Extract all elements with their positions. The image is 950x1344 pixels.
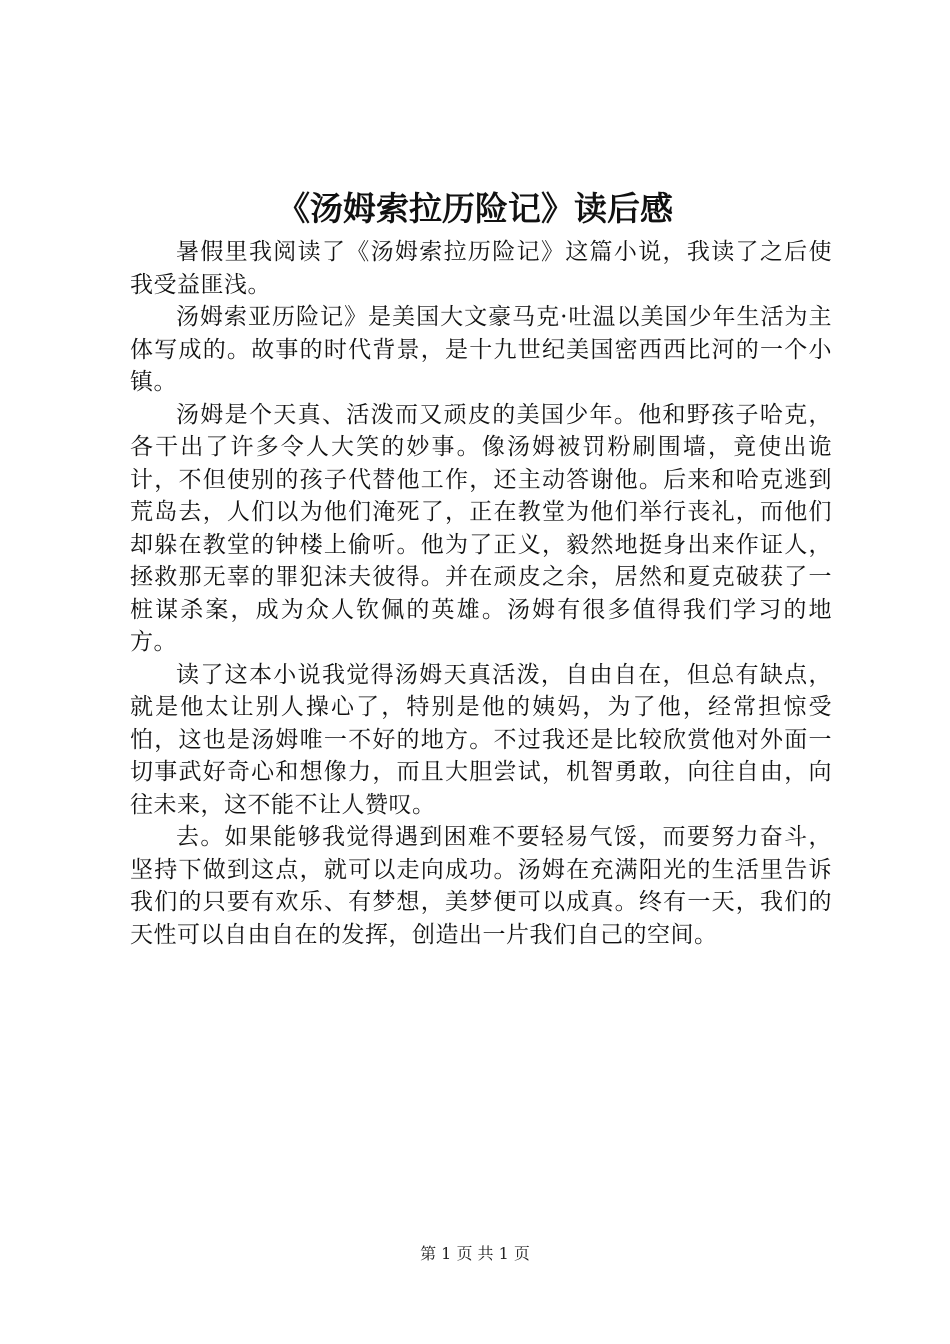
- paragraph-5: 去。如果能够我觉得遇到困难不要轻易气馁，而要努力奋斗，坚持下做到这点，就可以走向成功。汤姆在充满阳光的生活里告诉我们的只要有欢乐、有梦想，美梦便可以成真。终有一天，我们的天性可以自由自在的发挥，创造出一片我们自己的空间。: [130, 824, 832, 948]
- document-body: [130, 236, 832, 951]
- paragraph-1: 暑假里我阅读了《汤姆索拉历险记》这篇小说，我读了之后使我受益匪浅。: [130, 239, 832, 298]
- paragraph-4: 读了这本小说我觉得汤姆天真活泼，自由自在，但总有缺点，就是他太让别人操心了，特别是他的姨妈，为了他，经常担惊受怕，这也是汤姆唯一不好的地方。不过我还是比较欣赏他对外面一切事武好奇心和想像力，而且大胆尝试，机智勇敢，向往自由，向往未来，这不能不让人赞叹。: [130, 661, 832, 818]
- page-footer: 第 1 页 共 1 页: [420, 1244, 530, 1263]
- document-title: 《汤姆索拉历险记》读后感: [277, 189, 673, 228]
- paragraph-3: 汤姆是个天真、活泼而又顽皮的美国少年。他和野孩子哈克，各干出了许多令人大笑的妙事。像汤姆被罚粉刷围墙，竟使出诡计，不但使别的孩子代替他工作，还主动答谢他。后来和哈克逃到荒岛去，人们以为他们淹死了，正在教堂为他们举行丧礼，而他们却躲在教堂的钟楼上偷听。他为了正义，毅然地挺身出来作证人，拯救那无辜的罪犯沫夫彼得。并在顽皮之余，居然和夏克破获了一桩谋杀案，成为众人钦佩的英雄。汤姆有很多值得我们学习的地方。: [130, 401, 832, 655]
- paragraph-2: 汤姆索亚历险记》是美国大文豪马克·吐温以美国少年生活为主体写成的。故事的时代背景，是十九世纪美国密西西比河的一个小镇。: [130, 304, 832, 395]
